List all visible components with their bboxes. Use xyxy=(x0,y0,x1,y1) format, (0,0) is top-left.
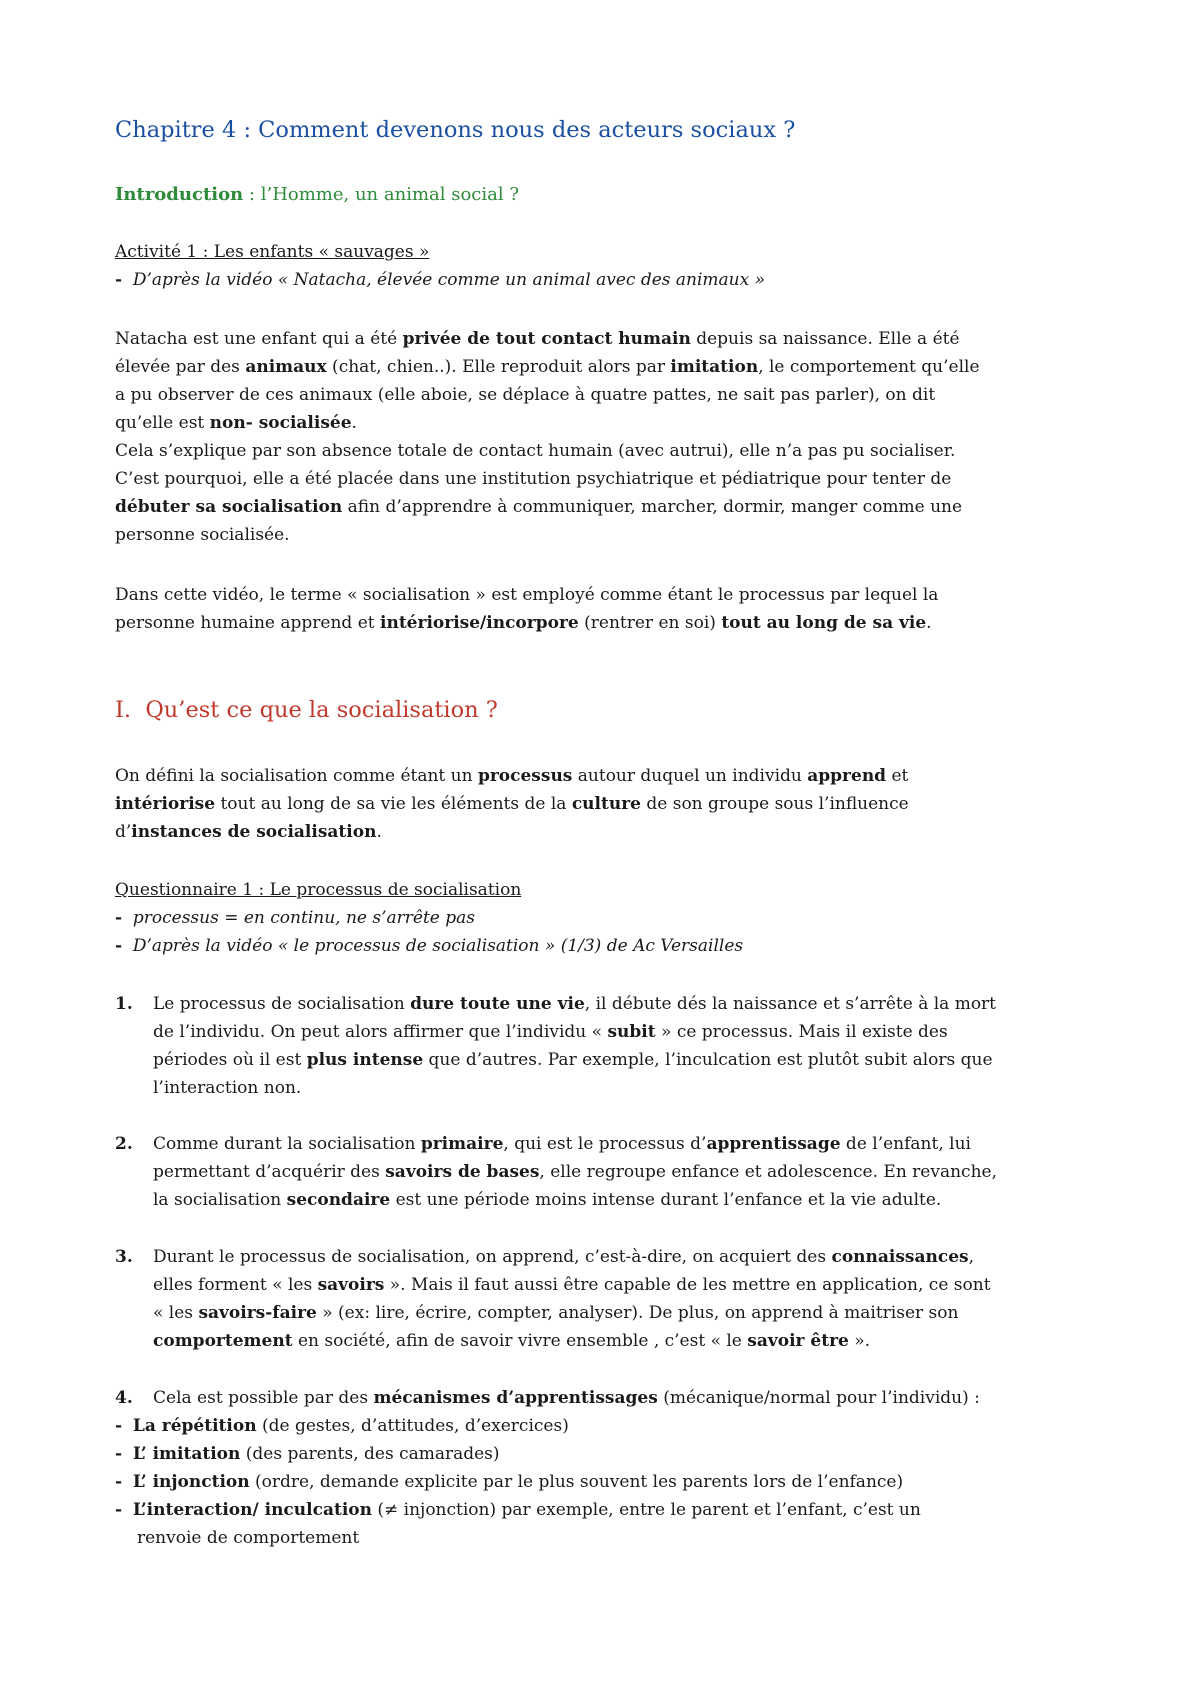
activity1-bullet-text: D’après la vidéo « Natacha, élevée comme un animal avec des animaux » xyxy=(132,270,766,290)
definition-line1: On défini la socialisation comme étant un processus autour duquel un individu apprend et xyxy=(115,766,909,786)
introduction-text: : l’Homme, un animal social ? xyxy=(243,184,519,205)
item2-number: 2. xyxy=(115,1134,133,1154)
item4-bullet1: - La répétition (de gestes, d’attitudes, d’exercices) xyxy=(115,1416,569,1436)
activity1-heading: Activité 1 : Les enfants « sauvages » xyxy=(115,242,430,262)
item3-line4: comportement en société, afin de savoir vivre ensemble , c’est « le savoir être ». xyxy=(153,1331,871,1351)
item1-line3: périodes où il est plus intense que d’autres. Par exemple, l’inculcation est plutôt subit alors que xyxy=(153,1050,993,1070)
para1-line2: élevée par des animaux (chat, chien..). Elle reproduit alors par imitation, le comportement qu’elle xyxy=(115,357,980,377)
item1-line2: de l’individu. On peut alors affirmer que l’individu « subit » ce processus. Mais il existe des xyxy=(153,1022,948,1042)
para1-line4: qu’elle est non- socialisée. xyxy=(115,413,357,433)
para1-line6: C’est pourquoi, elle a été placée dans une institution psychiatrique et pédiatrique pour tenter de xyxy=(115,469,952,489)
item1-line1: Le processus de socialisation dure toute une vie, il débute dés la naissance et s’arrête à la mort xyxy=(153,994,997,1014)
para1-line3: a pu observer de ces animaux (elle aboie, se déplace à quatre pattes, ne sait pas parler), on dit xyxy=(115,385,936,405)
introduction-label: Introduction xyxy=(115,184,244,205)
para2-line2: personne humaine apprend et intériorise/incorpore (rentrer en soi) tout au long de sa vie. xyxy=(115,613,932,633)
item4-number: 4. xyxy=(115,1388,133,1408)
item3-number: 3. xyxy=(115,1247,133,1267)
item4-bullet3: - L’ injonction (ordre, demande explicite par le plus souvent les parents lors de l’enfance) xyxy=(115,1472,904,1492)
questionnaire1-bullet2: - D’après la vidéo « le processus de socialisation » (1/3) de Ac Versailles xyxy=(115,936,744,956)
section1-heading xyxy=(115,697,498,723)
item3-line1: Durant le processus de socialisation, on apprend, c’est-à-dire, on acquiert des connaissances, xyxy=(153,1247,975,1267)
definition-line2: intériorise tout au long de sa vie les éléments de la culture de son groupe sous l’influence xyxy=(115,794,909,814)
item4-bullet4: - L’interaction/ inculcation (≠ injonction) par exemple, entre le parent et l’enfant, c’est un xyxy=(115,1500,921,1520)
activity1-bullet: - D’après la vidéo « Natacha, élevée comme un animal avec des animaux » xyxy=(115,270,766,290)
item1-number: 1. xyxy=(115,994,133,1014)
questionnaire1-bullet1: - processus = en continu, ne s’arrête pas xyxy=(115,908,475,928)
chapter-title: Chapitre 4 : Comment devenons nous des acteurs sociaux ? xyxy=(115,117,796,143)
introduction-line xyxy=(115,184,519,205)
item3-line2: elles forment « les savoirs ». Mais il faut aussi être capable de les mettre en application, ce sont xyxy=(153,1275,991,1295)
section1-number: I. xyxy=(115,697,132,723)
para1-line1: Natacha est une enfant qui a été privée de tout contact humain depuis sa naissance. Elle a été xyxy=(115,329,960,349)
para1-line7: débuter sa socialisation afin d’apprendre à communiquer, marcher, dormir, manger comme une xyxy=(115,497,963,517)
section1-title: Qu’est ce que la socialisation ? xyxy=(145,697,498,723)
definition-line3: d’instances de socialisation. xyxy=(115,822,382,842)
item2-line3: la socialisation secondaire est une période moins intense durant l’enfance et la vie adulte. xyxy=(153,1190,942,1210)
item2-line1: Comme durant la socialisation primaire, qui est le processus d’apprentissage de l’enfant, lui xyxy=(153,1134,971,1154)
para1-line8: personne socialisée. xyxy=(115,525,290,545)
item2-line2: permettant d’acquérir des savoirs de bases, elle regroupe enfance et adolescence. En revanche, xyxy=(153,1162,997,1182)
item4-bullet2: - L’ imitation (des parents, des camarades) xyxy=(115,1444,500,1464)
item1-line4: l’interaction non. xyxy=(153,1078,302,1098)
item4-bullet4-continuation: renvoie de comportement xyxy=(137,1528,360,1548)
questionnaire1-heading: Questionnaire 1 : Le processus de socialisation xyxy=(115,880,522,900)
para2-line1: Dans cette vidéo, le terme « socialisation » est employé comme étant le processus par lequel la xyxy=(115,585,939,605)
para1-line5: Cela s’explique par son absence totale de contact humain (avec autrui), elle n’a pas pu socialiser. xyxy=(115,441,956,461)
item3-line3: « les savoirs-faire » (ex: lire, écrire, compter, analyser). De plus, on apprend à maitriser son xyxy=(153,1303,959,1323)
item4-line1: Cela est possible par des mécanismes d’apprentissages (mécanique/normal pour l’individu) : xyxy=(153,1388,980,1408)
